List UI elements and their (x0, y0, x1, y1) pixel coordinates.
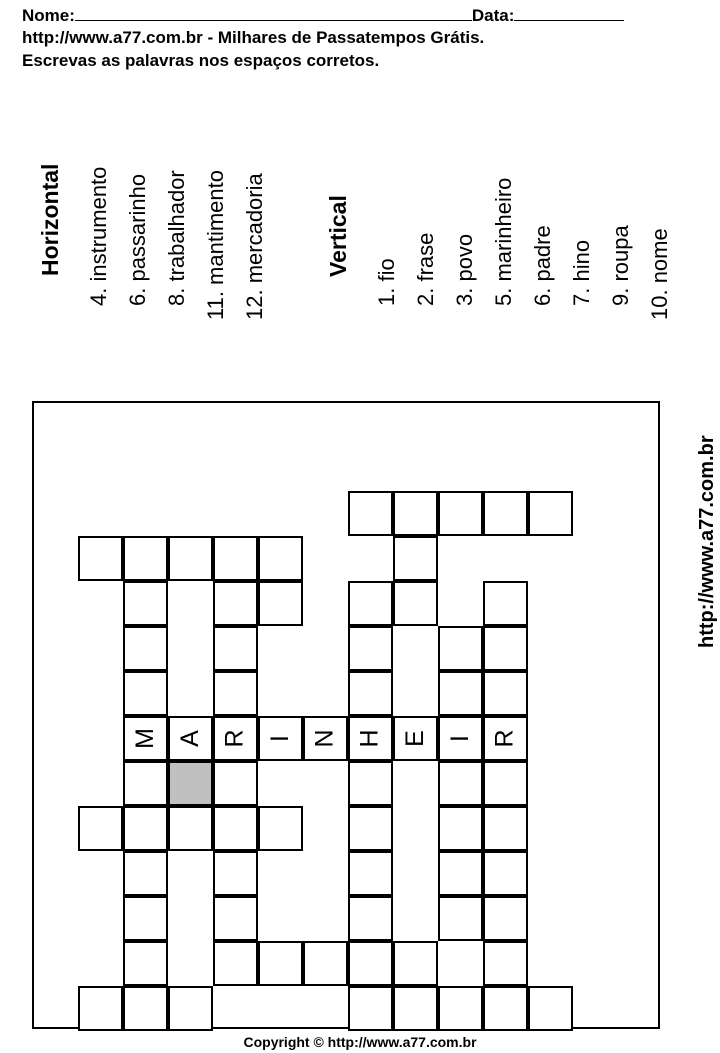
grid-cell[interactable] (528, 491, 573, 536)
grid-cell[interactable] (213, 941, 258, 986)
vertical-title: Vertical (325, 195, 351, 277)
shaded-cell[interactable] (168, 761, 213, 806)
grid-cell[interactable] (483, 896, 528, 941)
grid-cell[interactable] (348, 896, 393, 941)
grid-cell[interactable] (483, 806, 528, 851)
grid-cell[interactable] (213, 761, 258, 806)
grid-cell[interactable] (78, 806, 123, 851)
grid-cell[interactable] (303, 941, 348, 986)
cell-letter: E (401, 730, 429, 747)
grid-cell[interactable] (393, 716, 438, 761)
grid-cell[interactable] (483, 671, 528, 716)
grid-cell[interactable] (168, 806, 213, 851)
grid-cell[interactable] (483, 851, 528, 896)
word-lists (0, 0, 720, 340)
grid-cell[interactable] (393, 581, 438, 626)
grid-cell[interactable] (348, 941, 393, 986)
grid-cell[interactable] (348, 806, 393, 851)
grid-cell[interactable] (213, 851, 258, 896)
grid-cell[interactable] (393, 491, 438, 536)
cell-letter: R (491, 729, 519, 748)
grid-cell[interactable] (483, 626, 528, 671)
grid-cell[interactable] (213, 896, 258, 941)
grid-cell[interactable] (348, 671, 393, 716)
grid-cell[interactable] (258, 716, 303, 761)
cell-letter: I (445, 735, 474, 742)
grid-cell[interactable] (123, 671, 168, 716)
grid-cell[interactable] (438, 626, 483, 671)
grid-cell[interactable] (438, 716, 483, 761)
grid-cell[interactable] (438, 986, 483, 1031)
cell-letter: R (221, 729, 249, 748)
grid-cell[interactable] (213, 581, 258, 626)
grid-cell[interactable] (168, 986, 213, 1031)
grid-cell[interactable] (213, 671, 258, 716)
grid-cell[interactable] (438, 761, 483, 806)
grid-cell[interactable] (258, 581, 303, 626)
cell-letter: A (176, 730, 204, 747)
vertical-word: 7. hino (569, 239, 594, 306)
grid-cell[interactable] (348, 491, 393, 536)
grid-cell[interactable] (213, 536, 258, 581)
grid-cell[interactable] (348, 986, 393, 1031)
grid-cell[interactable] (528, 986, 573, 1031)
grid-cell[interactable] (438, 671, 483, 716)
grid-cell[interactable] (213, 626, 258, 671)
grid-cell[interactable] (438, 806, 483, 851)
grid-cell[interactable] (123, 581, 168, 626)
grid-cell[interactable] (483, 941, 528, 986)
grid-cell[interactable] (213, 806, 258, 851)
grid-cell[interactable] (483, 986, 528, 1031)
vertical-word: 3. povo (452, 233, 477, 306)
grid-cell[interactable] (393, 986, 438, 1031)
side-url: http://www.a77.com.br (696, 435, 718, 648)
instruction: Escrevas as palavras nos espaços corretos. (22, 51, 380, 70)
grid-cell[interactable] (483, 761, 528, 806)
date-label: Data: (471, 6, 515, 25)
grid-cell[interactable] (258, 536, 303, 581)
grid-cell[interactable] (123, 806, 168, 851)
vertical-word: 2. frase (413, 232, 438, 306)
copyright: Copyright © http://www.a77.com.br (243, 1034, 477, 1050)
grid-cell[interactable] (123, 716, 168, 761)
grid-cell[interactable] (393, 536, 438, 581)
grid-cell[interactable] (258, 941, 303, 986)
grid-cell[interactable] (438, 851, 483, 896)
grid-cell[interactable] (78, 986, 123, 1031)
grid-cell[interactable] (438, 491, 483, 536)
grid-cell[interactable] (438, 896, 483, 941)
grid-cell[interactable] (483, 716, 528, 761)
name-label: Nome: (22, 6, 75, 25)
horizontal-word: 12. mercadoria (242, 173, 267, 320)
cell-letter: I (265, 735, 294, 742)
grid-cell[interactable] (123, 986, 168, 1031)
vertical-word: 5. marinheiro (491, 177, 516, 306)
vertical-word: 9. roupa (608, 225, 633, 306)
grid-cell[interactable] (483, 581, 528, 626)
grid-cell[interactable] (348, 851, 393, 896)
grid-cell[interactable] (168, 536, 213, 581)
grid-cell[interactable] (348, 761, 393, 806)
grid-cell[interactable] (123, 941, 168, 986)
grid-cell[interactable] (123, 851, 168, 896)
grid-cell[interactable] (348, 626, 393, 671)
grid-cell[interactable] (123, 761, 168, 806)
horizontal-word: 11. mantimento (203, 169, 228, 320)
grid-cell[interactable] (123, 536, 168, 581)
horizontal-word: 6. passarinho (125, 173, 150, 306)
grid-cell[interactable] (303, 716, 348, 761)
grid-cell[interactable] (78, 536, 123, 581)
grid-cell[interactable] (348, 716, 393, 761)
grid-cell[interactable] (393, 941, 438, 986)
grid-cell[interactable] (123, 626, 168, 671)
grid-cell[interactable] (168, 716, 213, 761)
grid-cell[interactable] (213, 716, 258, 761)
vertical-word: 6. padre (530, 225, 555, 306)
site-line: http://www.a77.com.br - Milhares de Passatempos Grátis. (22, 28, 485, 47)
vertical-word: 10. nome (647, 228, 672, 320)
horizontal-title: Horizontal (37, 163, 63, 276)
cell-letter: N (311, 729, 339, 748)
cell-letter: M (130, 728, 159, 749)
grid-cell[interactable] (123, 896, 168, 941)
cell-letter: H (356, 729, 384, 748)
grid-cell[interactable] (258, 806, 303, 851)
vertical-word: 1. fio (374, 258, 399, 306)
horizontal-word: 4. instrumento (86, 166, 111, 306)
grid-cell[interactable] (483, 491, 528, 536)
horizontal-word: 8. trabalhador (164, 170, 189, 306)
grid-cell[interactable] (348, 581, 393, 626)
